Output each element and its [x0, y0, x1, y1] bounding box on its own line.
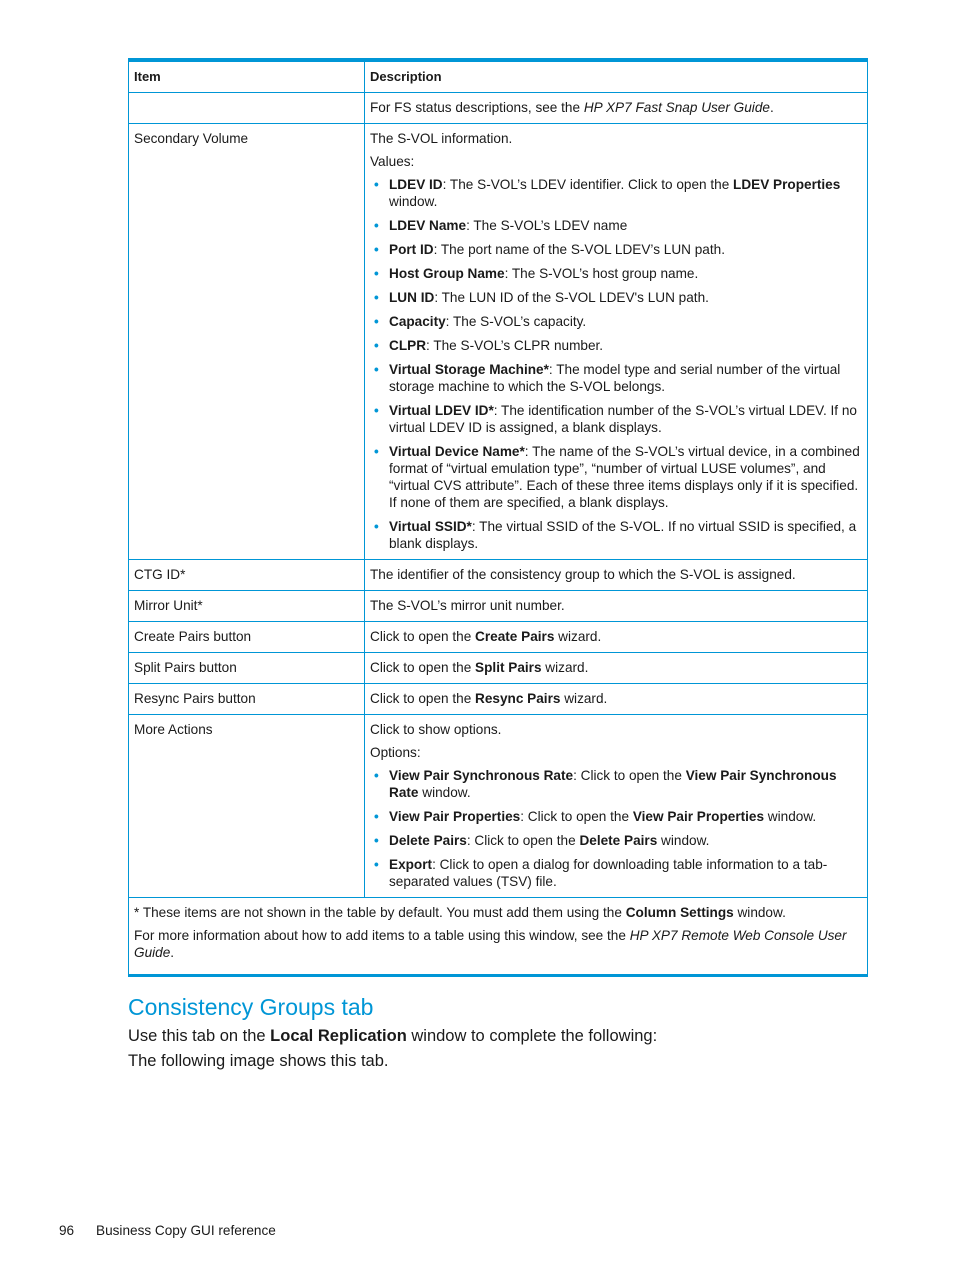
- list-item: • Capacity: The S-VOL’s capacity.: [374, 314, 587, 329]
- list-item: • Virtual SSID*: The virtual SSID of the S-VOL. If no virtual SSID is specified, a blank displays.: [374, 519, 857, 551]
- item-ctg-id: CTG ID*: [129, 560, 365, 591]
- table-row-fs-status: [129, 93, 868, 124]
- svol-intro: The S-VOL information.: [370, 131, 513, 146]
- bullet-icon: •: [374, 362, 379, 377]
- item-create-pairs: Create Pairs button: [129, 622, 365, 653]
- item-secondary-volume: Secondary Volume: [129, 124, 365, 560]
- more-actions-options-list: [370, 767, 862, 890]
- page-footer: [59, 1223, 276, 1238]
- page-number: 96: [59, 1223, 75, 1238]
- list-item: • Virtual Storage Machine*: The model type and serial number of the virtual storage machine to which the S-VOL belongs.: [374, 362, 841, 394]
- bullet-icon: •: [374, 833, 379, 848]
- table-note: [129, 898, 868, 976]
- table-row-note: [129, 898, 868, 976]
- bullet-icon: •: [374, 857, 379, 872]
- svol-values-list: [370, 176, 862, 552]
- list-item: • Port ID: The port name of the S-VOL LDEV’s LUN path.: [374, 242, 725, 257]
- list-item: • CLPR: The S-VOL’s CLPR number.: [374, 338, 604, 353]
- table-row-more-actions: [129, 715, 868, 898]
- list-item: • Virtual Device Name*: The name of the S-VOL’s virtual device, in a combined format of “virtual emulation type”, “number of virtual LUSE volumes”, and “virtual CVS attribute”. Each of these three items displays only if it is specified. If none of them are specified, a blank displays.: [374, 444, 860, 510]
- header-item: Item: [129, 60, 365, 93]
- desc-secondary-volume: [365, 124, 868, 560]
- bullet-icon: •: [374, 338, 379, 353]
- list-item: • View Pair Synchronous Rate: Click to open the View Pair Synchronous Rate window.: [374, 768, 837, 800]
- table-row-split-pairs: [129, 653, 868, 684]
- table-row-mirror-unit: [129, 591, 868, 622]
- footer-title: Business Copy GUI reference: [96, 1223, 276, 1238]
- page-content: [128, 58, 867, 1071]
- table-header-row: [129, 60, 868, 93]
- bullet-icon: •: [374, 768, 379, 783]
- list-item: • Delete Pairs: Click to open the Delete Pairs window.: [374, 833, 710, 848]
- desc-mirror-unit: The S-VOL’s mirror unit number.: [365, 591, 868, 622]
- item-mirror-unit: Mirror Unit*: [129, 591, 365, 622]
- bullet-icon: •: [374, 218, 379, 233]
- section-paragraph-1: Use this tab on the Local Replication window to complete the following:: [128, 1027, 658, 1045]
- table-row-secondary-volume: [129, 124, 868, 560]
- list-item: • View Pair Properties: Click to open the View Pair Properties window.: [374, 809, 817, 824]
- list-item: • Virtual LDEV ID*: The identification number of the S-VOL’s virtual LDEV. If no virtual LDEV ID is assigned, a blank displays.: [374, 403, 857, 435]
- bullet-icon: •: [374, 177, 379, 192]
- table-row-resync-pairs: [129, 684, 868, 715]
- section-paragraph-2: The following image shows this tab.: [128, 1052, 389, 1070]
- bullet-icon: •: [374, 519, 379, 534]
- desc-resync-pairs: Click to open the Resync Pairs wizard.: [365, 684, 868, 715]
- list-item: • Export: Click to open a dialog for downloading table information to a tab-separated values (TSV) file.: [374, 857, 828, 889]
- desc-more-actions: [365, 715, 868, 898]
- table-row-ctg-id: [129, 560, 868, 591]
- bullet-icon: •: [374, 242, 379, 257]
- section-title: Consistency Groups tab: [128, 994, 374, 1020]
- bullet-icon: •: [374, 314, 379, 329]
- svol-values-label: Values:: [370, 154, 415, 169]
- list-item: • LUN ID: The LUN ID of the S-VOL LDEV's LUN path.: [374, 290, 709, 305]
- doc-reference: HP XP7 Remote Web Console User Guide: [134, 928, 847, 960]
- bullet-icon: •: [374, 403, 379, 418]
- more-actions-options-label: Options:: [370, 745, 421, 760]
- header-description: Description: [365, 60, 868, 93]
- more-actions-intro: Click to show options.: [370, 722, 502, 737]
- list-item: • LDEV Name: The S-VOL’s LDEV name: [374, 218, 628, 233]
- item-split-pairs: Split Pairs button: [129, 653, 365, 684]
- desc-create-pairs: Click to open the Create Pairs wizard.: [365, 622, 868, 653]
- bullet-icon: •: [374, 290, 379, 305]
- bullet-icon: •: [374, 266, 379, 281]
- doc-reference: HP XP7 Fast Snap User Guide: [583, 100, 770, 115]
- reference-table: [128, 58, 868, 977]
- note-line-2: For more information about how to add items to a table using this window, see the HP XP7 Remote Web Console User Guide.: [134, 928, 847, 960]
- list-item: • Host Group Name: The S-VOL’s host group name.: [374, 266, 699, 281]
- desc-fs-status: For FS status descriptions, see the HP XP7 Fast Snap User Guide.: [365, 93, 868, 124]
- bullet-icon: •: [374, 444, 379, 459]
- item-more-actions: More Actions: [129, 715, 365, 898]
- item-resync-pairs: Resync Pairs button: [129, 684, 365, 715]
- list-item: • LDEV ID: The S-VOL’s LDEV identifier. Click to open the LDEV Properties window.: [374, 177, 841, 209]
- bullet-icon: •: [374, 809, 379, 824]
- desc-split-pairs: Click to open the Split Pairs wizard.: [365, 653, 868, 684]
- desc-ctg-id: The identifier of the consistency group to which the S-VOL is assigned.: [365, 560, 868, 591]
- note-line-1: * These items are not shown in the table by default. You must add them using the Column Settings window.: [134, 905, 786, 920]
- item-cell-empty: [129, 93, 365, 124]
- table-row-create-pairs: [129, 622, 868, 653]
